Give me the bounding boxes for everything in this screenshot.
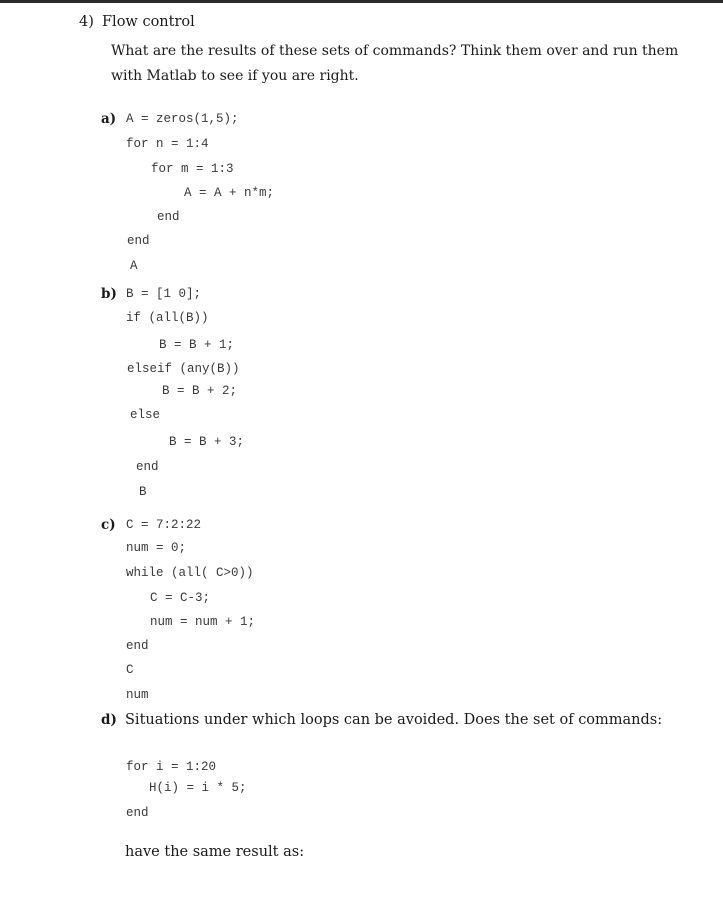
- section-title: Flow control: [102, 14, 195, 30]
- code-line: end: [157, 210, 180, 224]
- code-line: H(i) = i * 5;: [149, 781, 247, 795]
- code-line: end: [126, 806, 149, 820]
- code-line: A = zeros(1,5);: [126, 112, 239, 126]
- code-line: C = 7:2:22: [126, 518, 202, 532]
- intro-line-1: What are the results of these sets of commands? Think them over and run them: [111, 43, 679, 59]
- code-line: B = [1 0];: [126, 287, 202, 301]
- code-line: A: [130, 259, 138, 273]
- code-line: for m = 1:3: [151, 162, 234, 176]
- code-line: A = A + n*m;: [184, 186, 275, 200]
- code-line: else: [130, 408, 161, 422]
- code-line: for i = 1:20: [126, 760, 217, 774]
- intro-line-2: with Matlab to see if you are right.: [111, 68, 359, 84]
- code-line: end: [126, 639, 149, 653]
- code-line: B = B + 3;: [169, 435, 245, 449]
- code-line: end: [127, 234, 150, 248]
- part-d-label: d): [101, 712, 117, 728]
- code-line: num = 0;: [126, 541, 187, 555]
- code-line: num: [126, 688, 149, 702]
- code-line: if (all(B)): [126, 311, 209, 325]
- code-line: B: [139, 485, 147, 499]
- code-line: num = num + 1;: [150, 615, 256, 629]
- code-line: B = B + 2;: [162, 384, 238, 398]
- part-d-text: Situations under which loops can be avoided. Does the set of commands:: [125, 712, 663, 728]
- part-b-label: b): [101, 286, 117, 302]
- part-c-label: c): [101, 517, 116, 533]
- top-border: [0, 0, 723, 3]
- code-line: elseif (any(B)): [127, 362, 240, 376]
- part-d-after-text: have the same result as:: [125, 844, 305, 860]
- code-line: end: [136, 460, 159, 474]
- code-line: for n = 1:4: [126, 137, 209, 151]
- section-number: 4): [79, 14, 94, 30]
- part-a-label: a): [101, 111, 117, 127]
- code-line: C = C-3;: [150, 591, 211, 605]
- code-line: C: [126, 663, 134, 677]
- code-line: while (all( C>0)): [126, 566, 254, 580]
- code-line: B = B + 1;: [159, 338, 235, 352]
